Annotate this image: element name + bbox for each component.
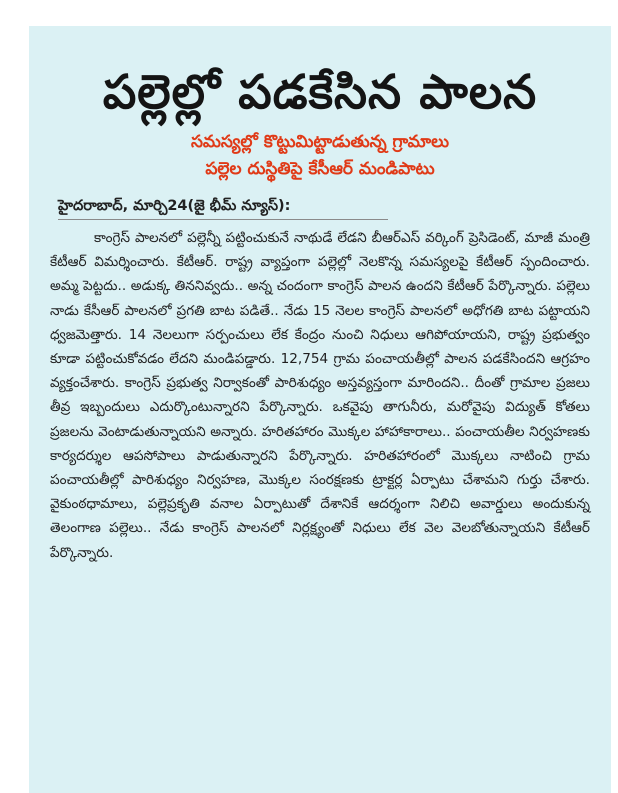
article-body: కాంగ్రెస్ పాలనలో పల్లెన్నీ పట్టించుకునే నాథుడే లేడని బీఆర్ఎస్ వర్కింగ్ ప్రెసిడెంట్, మాజీ మంత్రి కేటీఆర్ విమర్శించారు. కేటీఆర్. రాష్ట్ర వ్యాప్తంగా పల్లెల్లో నెలకొన్న సమస్యలపై కేటీఆర్ స్పందించారు. అమ్మ పెట్టదు.. అడుక్క తిననివ్వదు.. అన్న చందంగా కాంగ్రెస్ పాలన ఉందని కేటీఆర్ పేర్కొన్నారు. పల్లెలు నాడు కేసీఆర్ పాలనలో ప్రగతి బాట పడితే.. నేడు 15 నెలల కాంగ్రెస్ పాలనలో అధోగతి బాట పట్టాయని ధ్వజమెత్తారు. 14 నెలలుగా సర్పంచులు లేక కేంద్రం నుంచి నిధులు ఆగిపోయాయని, రాష్ట్ర ప్రభుత్వం కూడా పట్టించుకోవడం లేదని మండిపడ్డారు. 12,754 గ్రామ పంచాయతీల్లో పాలన పడకేసిందని ఆగ్రహం వ్యక్తంచేశారు. కాంగ్రెస్ ప్రభుత్వ నిర్వాకంతో పారిశుధ్యం అస్తవ్యస్తంగా మారిందని.. దీంతో గ్రామాల ప్రజలు తీవ్ర ఇబ్బందులు ఎదుర్కొంటున్నారని పేర్కొన్నారు. ఒకవైపు తాగునీరు, మరోవైపు విద్యుత్ కోతలు ప్రజలను వెంటాడుతున్నాయని అన్నారు. హరితహారం మొక్కల హాహాకారాలు.. పంచాయతీల నిర్వహణకు కార్యదర్శుల ఆపసోపాలు పాడుతున్నారని పేర్కొన్నారు. హరితహారంలో మొక్కలు నాటించి గ్రామ పంచాయతీల్లో పారిశుధ్యం నిర్వహణ, మొక్కల సంరక్షణకు ట్రాక్టర్ల ఏర్పాటు చేశామని గుర్తు చేశారు. వైకుంఠధామాలు, పల్లెప్రకృతి వనాల ఏర్పాటుతో దేశానికే ఆదర్శంగా నిలిచి అవార్డులు అందుకున్న తెలంగాణ పల్లెలు.. నేడు కాంగ్రెస్ పాలనలో నిర్లక్ష్యంతో నిధులు లేక వెల వెలబోతున్నాయని కేటీఆర్ పేర్కొన్నారు. bbox=[50, 230, 590, 561]
news-clipping bbox=[29, 26, 611, 793]
headline: పల్లెల్లో పడకేసిన పాలన bbox=[102, 65, 538, 120]
dateline: హైదరాబాద్, మార్చి24(జై భీమ్ న్యూస్): bbox=[58, 198, 291, 214]
subheading-2: పల్లెల దుస్థితిపై కేసీఆర్ మండిపాటు bbox=[205, 159, 435, 179]
dateline-underline bbox=[58, 219, 388, 220]
subheading-1: సమస్యల్లో కొట్టుమిట్టాడుతున్న గ్రామాలు bbox=[190, 132, 449, 152]
